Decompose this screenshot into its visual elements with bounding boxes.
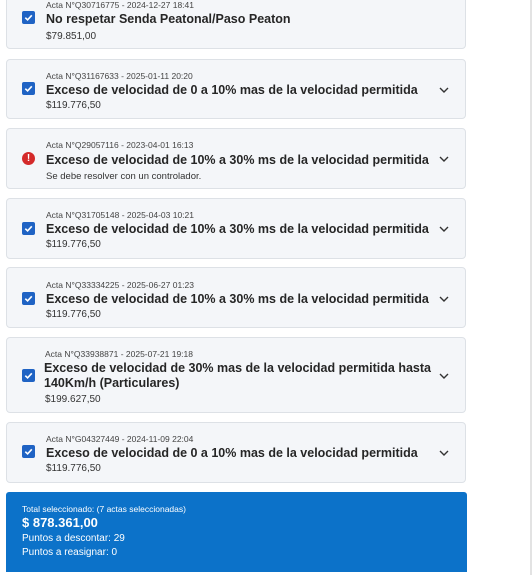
checkbox-checked-icon[interactable] [22, 292, 35, 305]
acta-card[interactable] [6, 128, 466, 189]
acta-amount: $119.776,50 [46, 309, 101, 320]
acta-card[interactable] [6, 59, 466, 119]
chevron-down-icon[interactable] [439, 226, 449, 232]
acta-meta: Acta N°Q31705148 - 2025-04-03 10:21 [46, 210, 195, 220]
acta-title: Exceso de velocidad de 0 a 10% mas de la velocidad permitida [46, 83, 418, 97]
checkbox-checked-icon[interactable] [22, 445, 35, 458]
acta-card[interactable] [6, 0, 466, 49]
acta-meta: Acta N°Q33334225 - 2025-06-27 01:23 [46, 280, 195, 290]
chevron-down-icon[interactable] [439, 296, 449, 302]
error-icon: ! [22, 152, 35, 165]
acta-meta: Acta N°Q31167633 - 2025-01-11 20:20 [46, 71, 193, 81]
acta-title: Exceso de velocidad de 0 a 10% mas de la velocidad permitida [46, 446, 418, 460]
acta-meta: Acta N°Q29057116 - 2023-04-01 16:13 [46, 140, 194, 150]
acta-title: Exceso de velocidad de 30% mas de la velocidad permitida hasta 140Km/h (Particulares) [44, 361, 431, 390]
acta-amount: $119.776,50 [46, 463, 101, 474]
acta-meta: Acta N°Q30716775 - 2024-12-27 18:41 [46, 0, 195, 10]
acta-meta: Acta N°G04327449 - 2024-11-09 22:04 [46, 434, 194, 444]
acta-card[interactable] [6, 267, 466, 328]
checkbox-checked-icon[interactable] [22, 369, 35, 382]
chevron-down-icon[interactable] [439, 87, 449, 93]
summary-total: $ 878.361,00 [22, 515, 98, 530]
acta-card[interactable] [6, 337, 466, 413]
acta-title: Exceso de velocidad de 10% a 30% ms de la velocidad permitida [46, 222, 429, 236]
acta-title: No respetar Senda Peatonal/Paso Peaton [46, 12, 291, 26]
points-discount: Puntos a descontar: 29 [22, 533, 125, 544]
acta-title: Exceso de velocidad de 10% a 30% ms de la velocidad permitida [46, 292, 429, 306]
chevron-down-icon[interactable] [439, 450, 449, 456]
selection-summary [6, 492, 467, 572]
acta-amount: $199.627,50 [45, 394, 101, 405]
checkbox-checked-icon[interactable] [22, 11, 35, 24]
points-reassign: Puntos a reasignar: 0 [22, 547, 118, 558]
acta-amount: $119.776,50 [46, 100, 101, 111]
acta-meta: Acta N°Q33938871 - 2025-07-21 19:18 [45, 349, 194, 359]
acta-error-note: Se debe resolver con un controlador. [46, 171, 202, 182]
acta-card[interactable] [6, 422, 466, 483]
chevron-down-icon[interactable] [439, 156, 449, 162]
checkbox-checked-icon[interactable] [22, 82, 35, 95]
checkbox-checked-icon[interactable] [22, 222, 35, 235]
chevron-down-icon[interactable] [439, 373, 449, 379]
summary-label: Total seleccionado: (7 actas seleccionadas) [22, 504, 186, 514]
acta-title: Exceso de velocidad de 10% a 30% ms de la velocidad permitida [46, 153, 429, 167]
acta-amount: $119.776,50 [46, 239, 101, 250]
acta-card[interactable] [6, 198, 466, 259]
acta-amount: $79.851,00 [46, 31, 97, 42]
